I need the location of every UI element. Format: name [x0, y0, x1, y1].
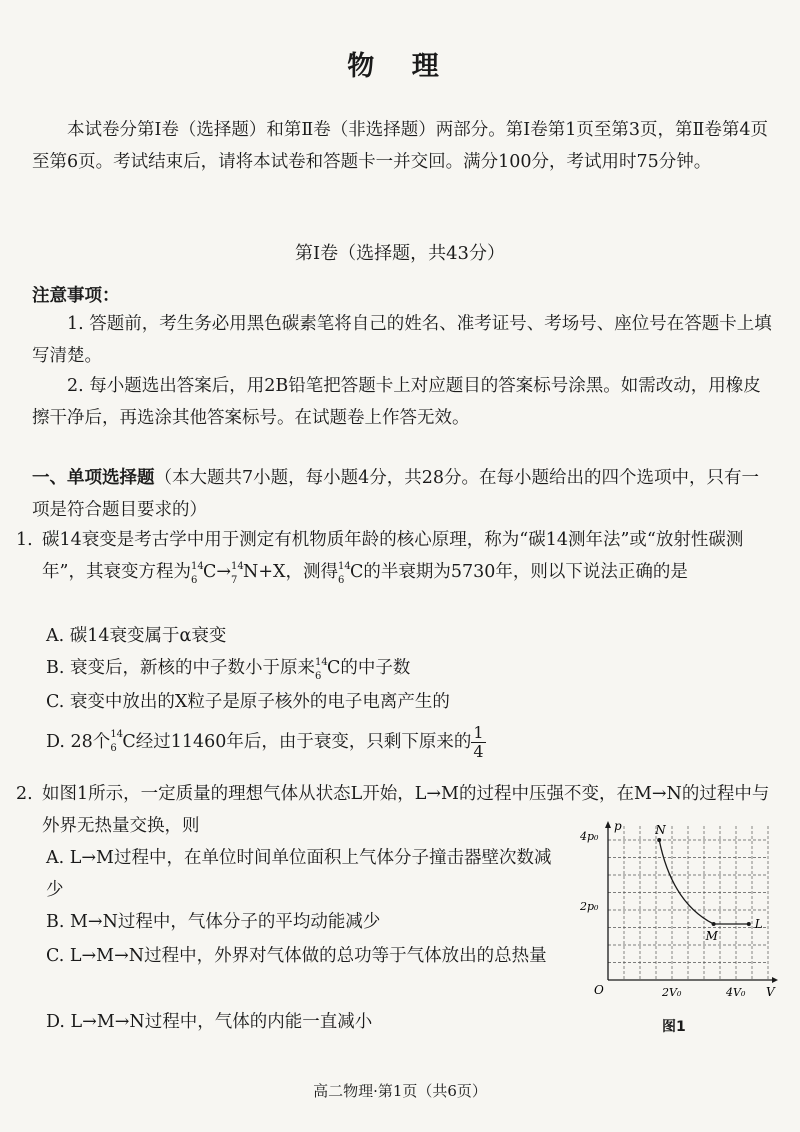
nuclide-c: 14 6 — [190, 561, 204, 586]
notice-title: 注意事项： — [32, 286, 120, 306]
grid — [608, 826, 768, 980]
nuclide-n: 14 7 — [231, 561, 244, 586]
point-label-n: N — [655, 823, 666, 837]
part-heading-label: 一、单项选择题 — [32, 468, 155, 488]
part-heading-desc: （本大题共7小题，每小题4分，共28分。在每小题给出的四个选项中，只有一项是符合题目要求的） — [32, 468, 760, 520]
page-footer: 高二物理·第1页（共6页） — [313, 1082, 487, 1100]
x-tick-2v0: 2V₀ — [662, 986, 682, 999]
q2-option-b: B. M→N过程中，气体分子的平均动能减少 — [46, 912, 381, 932]
q2-option-d: D. L→M→N过程中，气体的内能一直减小 — [46, 1012, 373, 1032]
q1-option-d: D. 28个 14 6 C经过11460年后，由于衰变，只剩下原来的 $\frac{1}{4}$ — [46, 723, 484, 761]
question-number: 1. — [16, 530, 33, 550]
point-label-m: M — [705, 929, 718, 943]
x-axis-label: V — [766, 985, 775, 999]
y-tick-2p0: 2p₀ — [580, 900, 599, 913]
question-text: 如图1所示，一定质量的理想气体从状态L开始，L→M的过程中压强不变，在M→N的过程中与外界无热量交换，则 — [42, 784, 770, 836]
q2-option-c: C. L→M→N过程中，外界对气体做的总功等于气体放出的总热量 — [46, 946, 547, 966]
page-title: 物 理 — [347, 51, 453, 82]
question-text-a: 碳14衰变是考古学中用于测定有机物质年龄的核心原理，称为“碳14测年法”或“放射性碳测年”，其衰变方程为 — [42, 530, 744, 582]
equation-part: C→ — [202, 562, 232, 582]
figure-caption: 图1 — [662, 1019, 686, 1035]
question-1 — [16, 524, 776, 588]
q2-option-a: A. L→M过程中，在单位时间单位面积上气体分子撞击器壁次数减少 — [46, 848, 552, 900]
nuclide-c-2: 14 6 — [337, 561, 351, 586]
part-heading — [32, 462, 772, 526]
y-axis-arrow — [605, 821, 611, 828]
pv-diagram — [580, 820, 780, 1010]
q1-option-a: A. 碳14衰变属于α衰变 — [46, 626, 227, 646]
point-n — [657, 838, 661, 842]
point-l — [747, 922, 751, 926]
section-title: 第Ⅰ卷（选择题，共43分） — [294, 243, 505, 264]
marks — [654, 823, 763, 943]
origin-label: O — [594, 983, 604, 997]
x-axis-arrow — [772, 977, 778, 983]
notice-item-1: 1. 答题前，考生务必用黑色碳素笔将自己的姓名、准考证号、考场号、座位号在答题卡上填写清楚。 — [32, 314, 772, 366]
point-label-l: L — [754, 917, 763, 931]
equation-part-2: N+X，测得 — [243, 562, 338, 582]
q1-option-c: C. 衰变中放出的X粒子是原子核外的电子电离产生的 — [46, 692, 450, 712]
intro-paragraph: 本试卷分第Ⅰ卷（选择题）和第Ⅱ卷（非选择题）两部分。第Ⅰ卷第1页至第3页，第Ⅱ卷第4页至第6页。考试结束后，请将本试卷和答题卡一并交回。满分100分，考试用时75分钟。 — [32, 120, 769, 172]
point-m — [712, 922, 716, 926]
y-axis-label: p — [614, 820, 622, 833]
x-tick-4v0: 4V₀ — [726, 986, 746, 999]
q1-option-b: B. 衰变后，新核的中子数小于原来 14 6 C的中子数 — [46, 657, 411, 682]
question-number: 2. — [16, 784, 33, 804]
notice-item-2: 2. 每小题选出答案后，用2B铅笔把答题卡上对应题目的答案标号涂黑。如需改动，用橡皮擦干净后，再选涂其他答案标号。在试题卷上作答无效。 — [32, 376, 761, 428]
y-tick-4p0: 4p₀ — [580, 830, 599, 843]
fraction: $\frac{1}{4}$ — [473, 723, 484, 761]
question-text — [42, 524, 776, 588]
question-text-b: C的半衰期为5730年，则以下说法正确的是 — [349, 562, 688, 582]
